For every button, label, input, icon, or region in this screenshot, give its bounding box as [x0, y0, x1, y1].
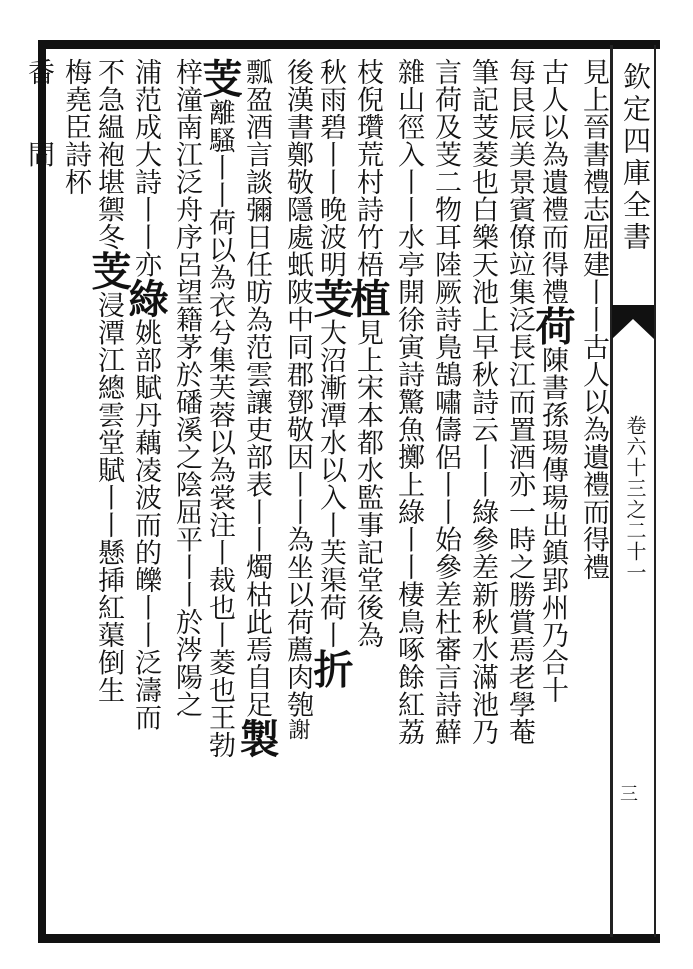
text-column: [428, 58, 462, 746]
text-column: [529, 58, 576, 704]
text-column: [85, 58, 132, 704]
frame-top-border: [40, 40, 660, 49]
text-column: [307, 58, 354, 689]
column-text: 不急緼袍堪禦冬: [93, 58, 124, 251]
column-text: 古人以為遺禮而得禮: [537, 58, 568, 306]
page-marker: 三: [620, 784, 638, 805]
heading-character: 折: [307, 648, 354, 689]
text-column: [196, 58, 243, 759]
heading-character: 芰: [196, 58, 243, 99]
column-text: 離騷丨丨荷以為衣兮集芙蓉以為裳注丨裁也丨菱也王勃: [204, 98, 235, 759]
column-text: 枝倪瓚荒村詩竹梧: [352, 58, 383, 278]
column-text: 謝: [285, 718, 310, 741]
heading-character: 植: [344, 278, 391, 319]
column-text: 陳書孫瑒傳瑒出鎮郢州乃合十: [537, 346, 568, 704]
book-title: 欽定四庫全書: [619, 62, 652, 254]
text-column: [169, 58, 203, 718]
heading-character: 芰: [307, 278, 354, 319]
center-fold-line-right: [654, 45, 656, 937]
volume-label: 卷六十三之二十一: [623, 415, 647, 583]
heading-character: 芰: [85, 250, 132, 291]
column-text: 香丨丨間: [23, 58, 54, 168]
center-fold-line: [610, 45, 613, 937]
column-text: 浦范成大詩丨丨亦: [130, 58, 161, 278]
heading-character: 荷: [529, 305, 576, 346]
column-text: 瓢盈酒言談彌日任昉為范雲讓吏部表丨丨燭枯此焉自足: [241, 58, 272, 718]
column-text: 見上晉書禮志屈建丨丨古人以為遺禮而得禮: [578, 58, 609, 581]
column-text: 每艮辰美景賓僚竝集泛長江而置酒亦一時之勝賞焉老學菴: [504, 58, 535, 746]
column-text: 梅堯臣詩杯: [60, 58, 91, 196]
fish-tail-mark-icon: [612, 305, 654, 339]
text-column: [502, 58, 536, 746]
text-column: [58, 58, 92, 196]
column-text: 大沼漸潭水以入丨芙渠荷丨: [315, 318, 346, 649]
heading-character: 綠: [122, 278, 169, 319]
heading-character: 製: [233, 718, 280, 759]
text-column: [233, 58, 280, 759]
text-column: [465, 58, 499, 746]
column-text: 後漢書鄭敬隱處蚔陂中同郡鄧敬因丨丨為坐以荷薦肉匏: [282, 58, 313, 718]
column-text: 秋雨碧丨丨晚波明: [315, 58, 346, 278]
text-column: [21, 58, 55, 168]
column-text: 言荷及芰二物耳陸厥詩鳬鵠嘯儔侶丨丨始參差杜審言詩蘚: [430, 58, 461, 746]
frame-bottom-border: [40, 934, 660, 943]
column-text: 雜山徑入丨丨水亭開徐寅詩驚魚擲上綠丨丨棲鳥啄餘紅荔: [393, 58, 424, 746]
text-column: [280, 58, 314, 741]
frame-left-border: [38, 40, 46, 943]
column-text: 見上宋本都水監事記堂後為: [352, 318, 383, 649]
text-column: [122, 58, 169, 731]
text-column: [344, 58, 391, 649]
column-text: 筆記芰菱也白樂天池上早秋詩云丨丨綠參差新秋水滿池乃: [467, 58, 498, 746]
column-text: 浸潭江總雲堂賦丨丨懸揷紅蕖倒生: [93, 291, 124, 704]
column-text: 姚部賦丹藕凌波而的皪丨丨泛濤而: [130, 318, 161, 731]
text-column: [576, 58, 610, 581]
text-column: [391, 58, 425, 746]
column-text: 梓潼南江泛舟序呂望籍茅於磻溪之陰屈平丨丨於涔陽之: [171, 58, 202, 718]
